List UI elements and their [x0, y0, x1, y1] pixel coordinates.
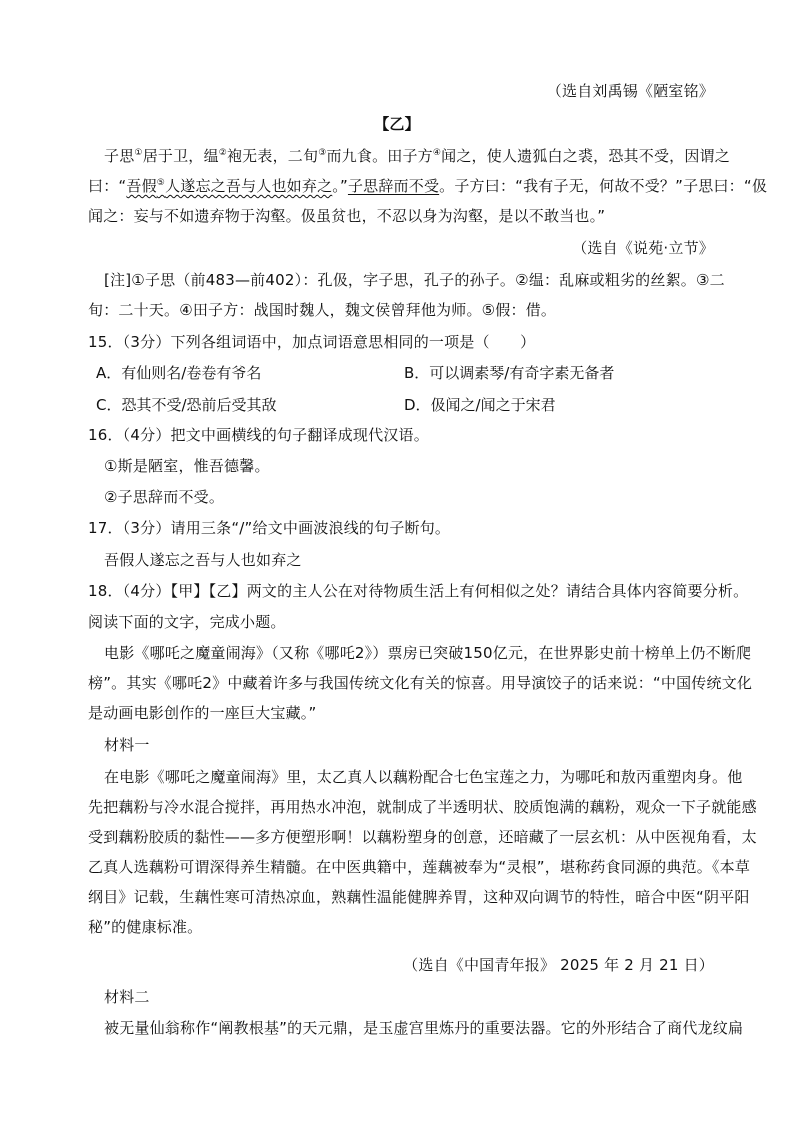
question-16-item-2: ②子思辞而不受。 — [104, 488, 225, 506]
section-title-yi: 【乙】 — [374, 115, 420, 133]
reading-instruction: 阅读下面的文字，完成小题。 — [88, 613, 286, 631]
material-1-line-6: 秘”的健康标准。 — [88, 918, 203, 936]
source-citation-2: （选自《说苑·立节》 — [572, 239, 714, 257]
material-1-line-4: 乙真人选藕粉可谓深得养生精髓。在中医典籍中，莲藕被奉为“灵根”，堪称药食同源的典范。《本草 — [88, 858, 751, 876]
passage-yi-line-3: 闻之：妄与不如遗弃物于沟壑。伋虽贫也，不忍以身为沟壑，是以不敢当也。” — [88, 207, 606, 225]
intro-line-1: 电影《哪吒之魔童闹海》（又称《哪吒2》）票房已突破150亿元，在世界影史前十榜单上仍不断爬 — [104, 644, 752, 662]
source-citation-1: （选自刘禹锡《陋室铭》 — [546, 82, 714, 100]
source-citation-3: （选自《中国青年报》 2025 年 2 月 21 日） — [403, 956, 714, 974]
wavy-underlined-phrase: 吾假⑤人遂忘之吾与人也如弃之 — [126, 177, 333, 195]
option-c: C．恐其不受/恐前后受其敌 — [96, 396, 277, 414]
question-16-item-1: ①斯是陋室，惟吾德馨。 — [104, 457, 270, 475]
question-17-sentence: 吾假人遂忘之吾与人也如弃之 — [104, 551, 302, 569]
material-1-line-3: 受到藕粉胶质的黏性——多方便塑形啊！以藕粉塑身的创意，还暗藏了一层玄机：从中医视角看，太 — [88, 828, 757, 846]
material-1-title: 材料一 — [104, 736, 150, 754]
annotation-line-1: [注]①子思（前483—前402）：孔伋，字子思，孔子的孙子。②缊：乱麻或粗劣的丝絮。③二 — [104, 271, 725, 289]
intro-line-3: 是动画电影创作的一座巨大宝藏。” — [88, 704, 317, 722]
question-17: 17．（3分）请用三条“/”给文中画波浪线的句子断句。 — [88, 519, 451, 537]
option-b: B．可以调素琴/有奇字素无备者 — [404, 364, 615, 382]
material-1-line-5: 纲目》记载，生藕性寒可清热凉血，熟藕性温能健脾养胃，这种双向调节的特性，暗合中医“阴平阳 — [88, 888, 750, 906]
material-2-line-1: 被无量仙翁称作“阐教根基”的天元鼎，是玉虚宫里炼丹的重要法器。它的外形结合了商代龙纹扁 — [104, 1019, 744, 1037]
passage-yi-line-1: 子思①居于卫，缊②袍无表，二旬③而九食。田子方④闻之，使人遗狐白之裘，恐其不受，因谓之 — [104, 147, 730, 165]
intro-line-2: 榜”。其实《哪吒2》中藏着许多与我国传统文化有关的惊喜。用导演饺子的话来说：“中国传统文化 — [88, 674, 753, 692]
question-15: 15．（3分）下列各组词语中，加点词语意思相同的一项是（ ） — [88, 333, 536, 351]
question-18: 18．（4分）【甲】【乙】两文的主人公在对待物质生活上有何相似之处？请结合具体内容简要分析。 — [88, 582, 749, 600]
material-2-title: 材料二 — [104, 988, 150, 1006]
material-1-line-2: 先把藕粉与冷水混合搅拌，再用热水冲泡，就制成了半透明状、胶质饱满的藕粉，观众一下子就能感 — [88, 798, 757, 816]
option-d: D．伋闻之/闻之于宋君 — [404, 396, 556, 414]
question-16: 16．（4分）把文中画横线的句子翻译成现代汉语。 — [88, 426, 429, 444]
annotation-line-2: 旬：二十天。④田子方：战国时魏人，魏文侯曾拜他为师。⑤假：借。 — [88, 301, 557, 319]
underlined-sentence: 子思辞而不受 — [347, 177, 440, 195]
option-a: A．有仙则名/卷卷有爷名 — [96, 364, 262, 382]
passage-yi-line-2: 曰：“吾假⑤人遂忘之吾与人也如弃之。”子思辞而不受。子方曰：“我有子无，何故不受？”子思曰：“伋 — [88, 177, 768, 195]
material-1-line-1: 在电影《哪吒之魔童闹海》里，太乙真人以藕粉配合七色宝莲之力，为哪吒和敖丙重塑肉身。他 — [104, 768, 743, 786]
